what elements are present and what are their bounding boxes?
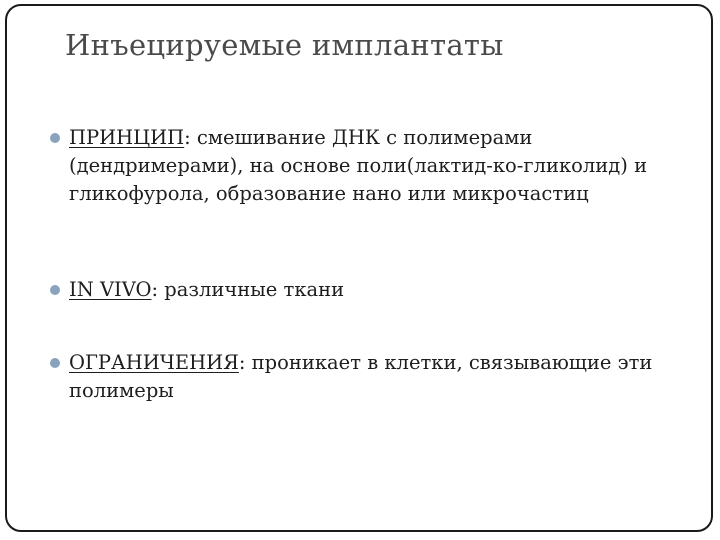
bullet-in-vivo <box>69 276 659 304</box>
slide-title: Инъецируемые имплантаты <box>65 28 504 62</box>
bullet-limitations <box>69 349 659 405</box>
bullet-term-principle: ПРИНЦИП <box>69 126 185 149</box>
bullet-dot-icon <box>50 358 60 368</box>
bullet-text-in-vivo: : различные ткани <box>151 278 345 301</box>
bullet-text-limitations: : проникает в клетки, связывающие эти полимеры <box>69 351 653 402</box>
bullet-principle <box>69 124 659 208</box>
slide-frame <box>5 4 713 532</box>
bullet-dot-icon <box>50 285 60 295</box>
bullet-term-limitations: ОГРАНИЧЕНИЯ <box>69 351 239 374</box>
bullet-term-in-vivo: IN VIVO <box>69 278 152 301</box>
bullet-list <box>7 6 711 530</box>
bullet-text-principle: : смешивание ДНК с полимерами (дендримерами), на основе поли(лактид-ко-гликолид) и гликофурола, образование нано или микрочастиц <box>69 126 648 205</box>
bullet-dot-icon <box>50 133 60 143</box>
